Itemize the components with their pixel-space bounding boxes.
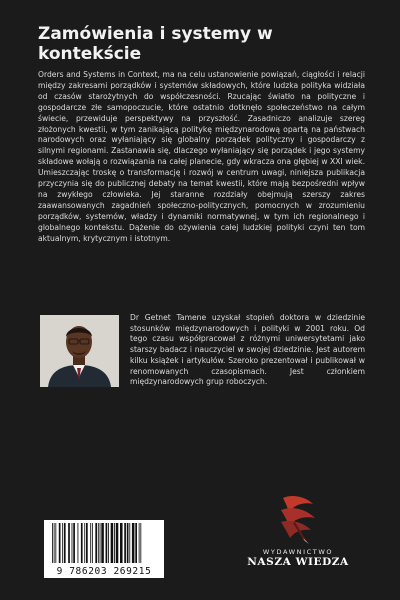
publisher-name: NASZA WIEDZA [247, 556, 349, 568]
barcode-bar [90, 523, 91, 563]
feather-pen-icon [275, 492, 321, 546]
book-description: Orders and Systems in Context, ma na celu ustanowienie powiązań, ciągłości i relacji między zakresami porządków i systemów składowych, które ludzka polityka widziała od czasów starożytnych do współczesności. Rzucając światło na polityczne i gospodarcze złe samopoczucie, które ostatnio dotknęło społeczeństwo na całym świecie, przewiduje perspektywy na przyszłość. Zasadniczo analizuje szereg złożonych kwestii, w tym zanikającą politykę międzynarodową opartą na państwach narodowych oraz wyłaniający się globalny porządek polityczny i gospodarczy z silnymi regionami. Zastanawia się, dlaczego wyłaniający się porządek i jego systemy składowe wołają o rozwiązania na całej planecie, gdy wkracza ona głębiej w XXI wiek. Umieszczając troskę o transformację i rozwój w centrum uwagi, niniejsza publikacja przyczynia się do publicznej debaty na temat kwestii, które mają bezpośredni wpływ na zwykłego człowieka. Jej staranne rozdziały obejmują szerszy zakres zaawansowanych zagadnień społeczno-politycznych, pomocnych w zrozumieniu porządków, systemów, władzy i dynamiki normatywnej, w tym ich regionalnego i globalnego kontekstu. Dążenie do ożywienia całej ludzkiej polityki czyni ten tom aktualnym, krytycznym i istotnym. [38, 70, 365, 243]
barcode-bar [86, 523, 88, 563]
barcode-bar [81, 523, 83, 563]
barcode-bar [116, 523, 119, 563]
barcode-bar [100, 523, 101, 563]
barcode-bar [55, 523, 56, 563]
publisher-logo [238, 492, 358, 572]
barcode-bar [62, 523, 63, 563]
barcode-bar [59, 523, 61, 563]
barcode-bar [111, 523, 114, 563]
barcode-bar [139, 523, 140, 563]
barcode-bar [95, 523, 97, 563]
barcode-bar [114, 523, 115, 563]
barcode-bar [124, 523, 126, 563]
publisher-label: WYDAWNICTWO [262, 548, 334, 556]
book-title: Zamówienia i systemy w kontekście [38, 24, 273, 64]
barcode-bar [92, 523, 93, 563]
barcode-bar [98, 523, 99, 563]
barcode-bar [72, 523, 73, 563]
author-photo [40, 315, 119, 387]
barcode-bar [108, 523, 109, 563]
barcode-bar [127, 523, 129, 563]
barcode-bar [52, 523, 53, 563]
barcode-bar [132, 523, 135, 563]
barcode-bar [129, 523, 130, 563]
barcode-bar [140, 523, 141, 563]
barcode-bar [64, 523, 66, 563]
barcode-bar [68, 523, 70, 563]
isbn-barcode [44, 520, 164, 578]
barcode-bar [73, 523, 75, 563]
barcode-bar [54, 523, 55, 563]
barcode-bar [106, 523, 108, 563]
barcode-bar [135, 523, 137, 563]
isbn-number: 9 786203 269215 [56, 566, 152, 577]
barcode-bar [84, 523, 85, 563]
barcode-bar [101, 523, 104, 563]
barcode-bar [78, 523, 79, 563]
author-bio: Dr Getnet Tamene uzyskał stopień doktora w dziedzinie stosunków międzynarodowych i polityki w 2001 roku. Od tego czasu współpracował z różnymi uniwersytetami jako starszy badacz i nauczyciel w swojej dziedzinie. Jest autorem kilku książek i artykułów. Szeroko prezentował i publikował w renomowanych czasopismach. Jest członkiem międzynarodowych grup roboczych. [130, 313, 365, 387]
barcode-bar [120, 523, 123, 563]
